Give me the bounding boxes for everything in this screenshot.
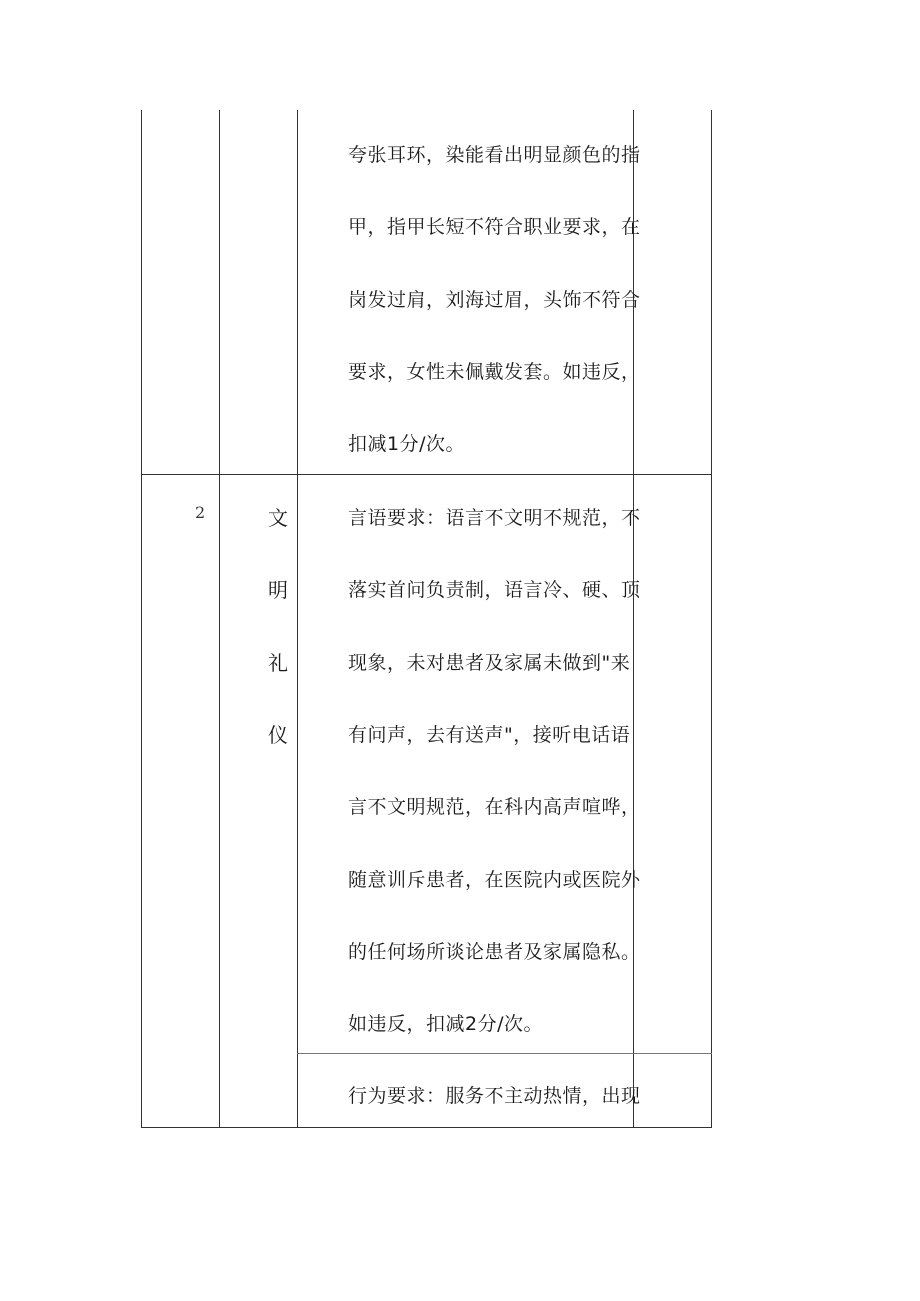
column-divider-3 (633, 110, 634, 1128)
row1-line-2: 甲，指甲长短不符合职业要求，在 (348, 216, 641, 238)
row1-line-5: 扣减1分/次。 (348, 433, 465, 455)
speech-line-4: 有问声，去有送声"，接听电话语 (348, 724, 631, 746)
row1-line-1: 夸张耳环，染能看出明显颜色的指 (348, 144, 641, 166)
table-border-right (711, 110, 712, 1128)
row1-line-4: 要求，女性未佩戴发套。如违反， (348, 361, 641, 383)
speech-line-3: 现象，未对患者及家属未做到"来 (348, 652, 631, 674)
speech-line-1: 言语要求：语言不文明不规范，不 (348, 507, 641, 529)
category-char-2: 明 (268, 578, 288, 602)
speech-line-6: 随意训斥患者，在医院内或医院外 (348, 869, 641, 891)
category-char-3: 礼 (268, 651, 288, 675)
row2-number: 2 (195, 503, 206, 522)
speech-line-7: 的任何场所谈论患者及家属隐私。 (348, 941, 641, 963)
subrow-divider (297, 1053, 712, 1054)
behavior-line-1: 行为要求：服务不主动热情，出现 (348, 1085, 641, 1107)
speech-line-5: 言不文明规范，在科内高声喧哗， (348, 796, 641, 818)
speech-line-8: 如违反，扣减2分/次。 (348, 1013, 543, 1035)
row-divider (141, 474, 712, 475)
column-divider-2 (297, 110, 298, 1128)
table-border-bottom (141, 1127, 712, 1128)
category-char-1: 文 (268, 506, 288, 530)
column-divider-1 (219, 110, 220, 1128)
row1-line-3: 岗发过肩，刘海过眉，头饰不符合 (348, 289, 641, 311)
speech-line-2: 落实首问负责制，语言冷、硬、顶 (348, 579, 641, 601)
table-border-left (141, 110, 142, 1128)
category-char-4: 仪 (268, 723, 288, 747)
